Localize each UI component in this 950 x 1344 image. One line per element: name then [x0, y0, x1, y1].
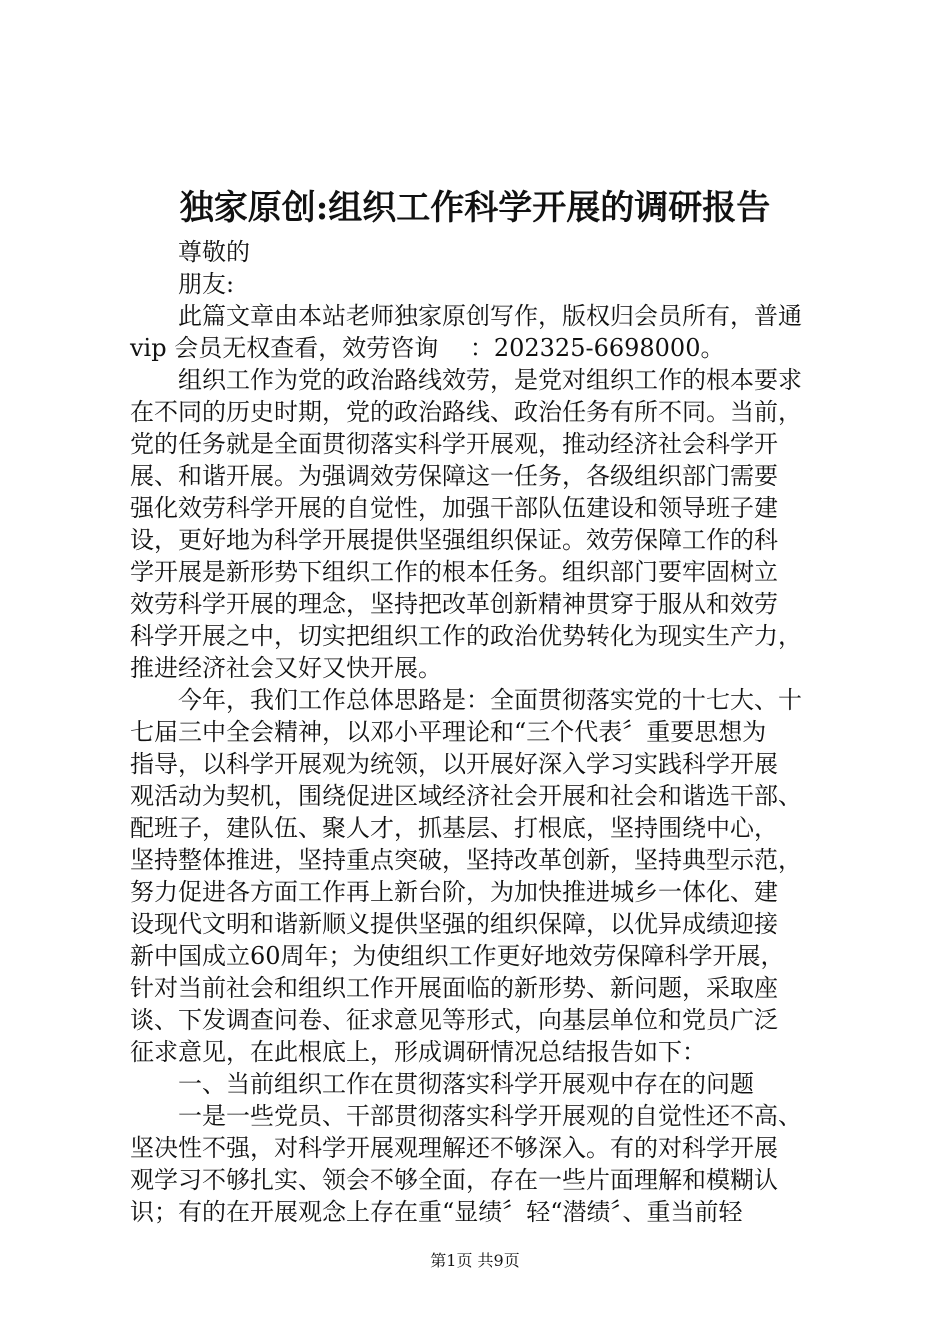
section-heading: 一、当前组织工作在贯彻落实科学开展观中存在的问题	[178, 1070, 754, 1098]
paragraph-line: 努力促进各方面工作再上新台阶，为加快推进城乡一体化、建	[130, 878, 778, 906]
salutation-line-2: 朋友:	[178, 270, 235, 298]
paragraph-line: 坚决性不强，对科学开展观理解还不够深入。有的对科学开展	[130, 1134, 778, 1162]
paragraph-line: 设现代文明和谐新顺义提供坚强的组织保障，以优异成绩迎接	[130, 910, 778, 938]
paragraph-line: 七届三中全会精神，以邓小平理论和“三个代表〞重要思想为	[130, 718, 767, 746]
paragraph-line: 配班子，建队伍、聚人才，抓基层、打根底，坚持围绕中心，	[130, 814, 778, 842]
paragraph-line: vip 会员无权查看，效劳咨询 ：202325-6698000。	[130, 334, 725, 362]
paragraph-line: 指导，以科学开展观为统领，以开展好深入学习实践科学开展	[130, 750, 778, 778]
paragraph-line: 组织工作为党的政治路线效劳，是党对组织工作的根本要求	[178, 366, 802, 394]
paragraph-line: 强化效劳科学开展的自觉性，加强干部队伍建设和领导班子建	[130, 494, 778, 522]
paragraph-line: 此篇文章由本站老师独家原创写作，版权归会员所有，普通	[178, 302, 802, 330]
paragraph-line: 针对当前社会和组织工作开展面临的新形势、新问题，采取座	[130, 974, 778, 1002]
paragraph-line: 在不同的历史时期，党的政治路线、政治任务有所不同。当前，	[130, 398, 802, 426]
paragraph-line: 识；有的在开展观念上存在重“显绩〞轻“潜绩〞、重当前轻	[130, 1198, 743, 1226]
paragraph-line: 推进经济社会又好又快开展。	[130, 654, 442, 682]
paragraph-line: 新中国成立60周年；为使组织工作更好地效劳保障科学开展，	[130, 942, 785, 970]
document-title: 独家原创:组织工作科学开展的调研报告	[179, 188, 771, 228]
paragraph-line: 学开展是新形势下组织工作的根本任务。组织部门要牢固树立	[130, 558, 778, 586]
paragraph-line: 观活动为契机，围绕促进区域经济社会开展和社会和谐选干部、	[130, 782, 802, 810]
paragraph-line: 党的任务就是全面贯彻落实科学开展观，推动经济社会科学开	[130, 430, 778, 458]
paragraph-line: 今年，我们工作总体思路是：全面贯彻落实党的十七大、十	[178, 686, 802, 714]
paragraph-line: 征求意见，在此根底上，形成调研情况总结报告如下：	[130, 1038, 706, 1066]
paragraph-line: 坚持整体推进，坚持重点突破，坚持改革创新，坚持典型示范，	[130, 846, 802, 874]
page-number-footer: 第1页 共9页	[430, 1251, 520, 1270]
paragraph-line: 观学习不够扎实、领会不够全面，存在一些片面理解和模糊认	[130, 1166, 778, 1194]
paragraph-line: 展、和谐开展。为强调效劳保障这一任务，各级组织部门需要	[130, 462, 778, 490]
paragraph-line: 科学开展之中，切实把组织工作的政治优势转化为现实生产力，	[130, 622, 802, 650]
paragraph-line: 设，更好地为科学开展提供坚强组织保证。效劳保障工作的科	[130, 526, 778, 554]
paragraph-line: 一是一些党员、干部贯彻落实科学开展观的自觉性还不高、	[178, 1102, 802, 1130]
paragraph-line: 谈、下发调查问卷、征求意见等形式，向基层单位和党员广泛	[130, 1006, 778, 1034]
salutation-line-1: 尊敬的	[178, 238, 250, 266]
paragraph-line: 效劳科学开展的理念，坚持把改革创新精神贯穿于服从和效劳	[130, 590, 778, 618]
